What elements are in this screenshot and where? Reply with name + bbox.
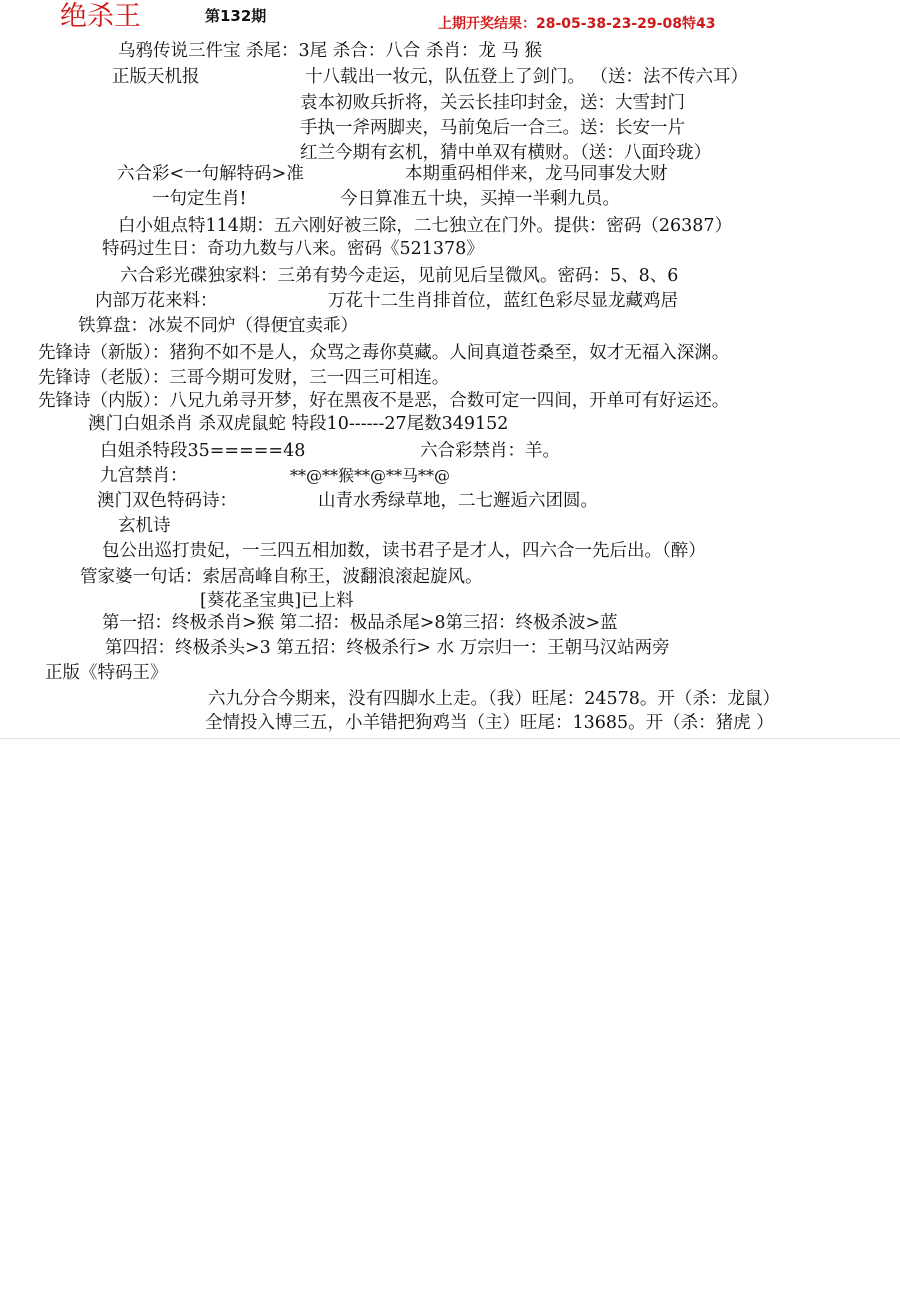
line-macau-color-text: 山青水秀绿草地，二七邂逅六团圆。 bbox=[318, 491, 598, 511]
line-jiugong-label: 九宫禁肖： bbox=[100, 466, 188, 486]
line-tema-wang-1: 六九分合今期来，没有四脚水上走。（我）旺尾：24578。开（杀：龙鼠） bbox=[208, 689, 780, 709]
line-kuihua-heading: [葵花圣宝典]已上料 bbox=[200, 591, 354, 611]
line-xuanji-poem: 包公出巡打贵妃，一三四五相加数，读书君子是才人，四六合一先后出。（醉） bbox=[102, 541, 706, 561]
line-macau-color-label: 澳门双色特码诗： bbox=[97, 491, 237, 511]
line-poem-inner: 先锋诗（内版）：八兄九弟寻开梦，好在黑夜不是恶，合数可定一四间，开单可有好运还。 bbox=[38, 391, 730, 411]
line-birthday: 特码过生日：奇功九数与八来。密码《521378》 bbox=[102, 239, 484, 259]
line-crow-legend: 乌鸦传说三件宝 杀尾：3尾 杀合：八合 杀肖：龙 马 猴 bbox=[118, 41, 542, 61]
line-moves-4-5: 第四招：终极杀头>3 第五招：终极杀行> 水 万宗归一：王朝马汉站两旁 bbox=[105, 638, 670, 658]
line-abacus: 铁算盘：冰炭不同炉（得便宜卖乖） bbox=[78, 316, 358, 336]
last-draw-result: 上期开奖结果：28-05-38-23-29-08特43 bbox=[438, 16, 716, 32]
line-zodiac-label: 一句定生肖! bbox=[152, 189, 247, 209]
page-title: 绝杀王 bbox=[60, 1, 141, 32]
line-wanhua-text: 万花十二生肖排首位，蓝红色彩尽显龙藏鸡居 bbox=[328, 291, 678, 311]
line-disc: 六合彩光碟独家料：三弟有势今走运，见前见后呈微风。密码：5、8、6 bbox=[120, 266, 679, 286]
line-baixiaojie: 白小姐点特114期：五六刚好被三除，二七独立在门外。提供：密码（26387） bbox=[118, 216, 733, 236]
line-forbidden-zodiac: 六合彩禁肖：羊。 bbox=[420, 441, 560, 461]
line-tema-wang-2: 全情投入博三五，小羊错把狗鸡当（主）旺尾：13685。开（杀：猪虎 ） bbox=[205, 713, 774, 733]
line-xuanji-heading: 玄机诗 bbox=[118, 516, 171, 536]
line-tianji-text: 十八载出一妆元，队伍登上了剑门。 （送：法不传六耳） bbox=[305, 67, 749, 87]
line-one-sentence-label: 六合彩<一句解特码>准 bbox=[117, 164, 304, 184]
line-yuan-benchu: 袁本初败兵折将，关云长挂印封金，送：大雪封门 bbox=[300, 93, 685, 113]
line-housekeeper: 管家婆一句话：索居高峰自称王，波翻浪滚起旋风。 bbox=[80, 567, 483, 587]
line-poem-new: 先锋诗（新版）：猪狗不如不是人，众骂之毒你莫藏。人间真道苍桑至，奴才无福入深渊。 bbox=[38, 343, 730, 363]
line-baijie-segment: 白姐杀特段35=====48 bbox=[100, 441, 306, 461]
line-axe: 手执一斧两脚夹，马前兔后一合三。送：长安一片 bbox=[300, 118, 685, 138]
line-one-sentence-text: 本期重码相伴来，龙马同事发大财 bbox=[405, 164, 668, 184]
issue-number: 第132期 bbox=[205, 7, 267, 25]
line-wanhua-label: 内部万花来料： bbox=[95, 291, 218, 311]
line-honglan: 红兰今期有玄机，猜中单双有横财。（送：八面玲珑） bbox=[300, 143, 712, 163]
content-bottom-divider bbox=[0, 738, 900, 739]
line-zodiac-text: 今日算准五十块，买掉一半剩九员。 bbox=[340, 189, 620, 209]
line-moves-1-3: 第一招：终极杀肖>猴 第二招：极品杀尾>8第三招：终极杀波>蓝 bbox=[102, 613, 618, 633]
line-tianji-label: 正版天机报 bbox=[112, 67, 200, 87]
line-tema-wang-heading: 正版《特码王》 bbox=[45, 663, 168, 683]
line-macau-baijie: 澳门白姐杀肖 杀双虎鼠蛇 特段10------27尾数349152 bbox=[88, 414, 509, 434]
line-jiugong-text: **@**猴**@**马**@ bbox=[290, 466, 451, 485]
line-poem-old: 先锋诗（老版）：三哥今期可发财，三一四三可相连。 bbox=[38, 368, 450, 388]
